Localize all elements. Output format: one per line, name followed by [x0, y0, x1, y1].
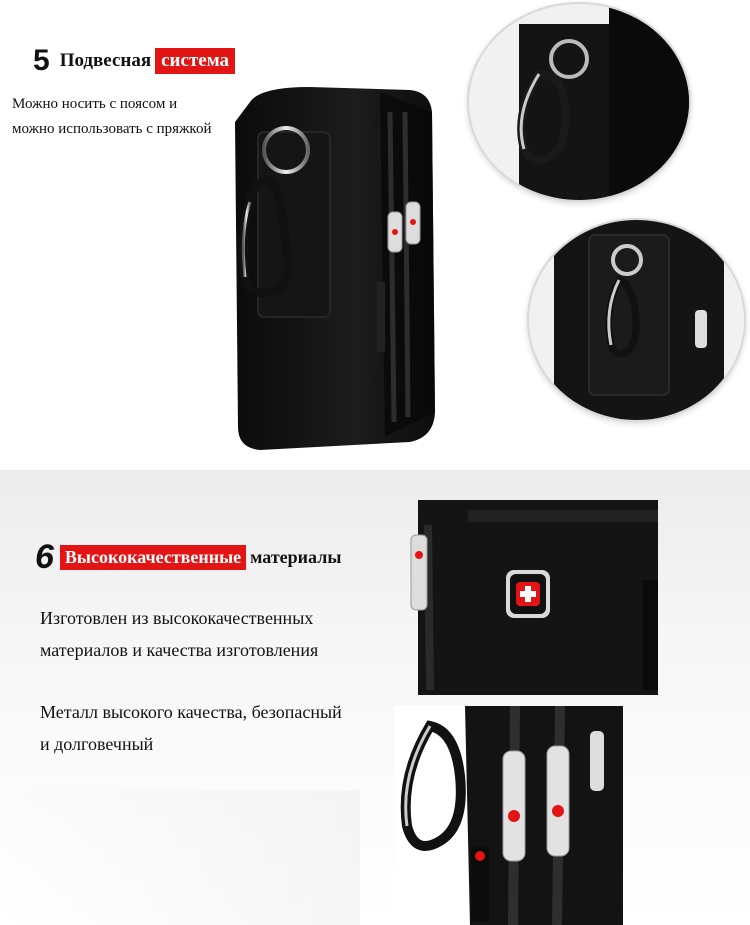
section6-title-black: материалы [250, 547, 342, 567]
section6-para2-line1: Металл высокого качества, безопасный [40, 702, 342, 722]
belt-loop-detail-photo [529, 220, 744, 420]
carabiner-detail-photo [469, 4, 689, 200]
section5-heading [33, 44, 235, 78]
section5-number: 5 [33, 44, 50, 77]
background-fade [0, 790, 360, 925]
section5-description-line1: Можно носить с поясом и [12, 96, 178, 112]
bag-main-photo [220, 82, 450, 462]
section5-description-line2: можно использовать с пряжкой [12, 121, 212, 137]
closeup-logo-photo [408, 500, 658, 695]
section6-para1-line1: Изготовлен из высококачественных [40, 608, 314, 628]
section6-para2-line2: и долговечный [40, 734, 154, 754]
section5-title-red: система [155, 48, 235, 74]
closeup-zipper-photo [395, 706, 623, 925]
section6-heading [35, 538, 341, 577]
section6-paragraph-materials [40, 602, 400, 666]
section6-number: 6 [35, 538, 54, 576]
section6-paragraph-metal [40, 696, 400, 760]
detail-circle-carabiner [467, 2, 691, 202]
section6-para1-line2: материалов и качества изготовления [40, 640, 319, 660]
section6-title-red: Высококачественные [60, 545, 246, 570]
section5-description [12, 92, 242, 142]
detail-circle-belt-loop [527, 218, 746, 422]
section5-title-black: Подвесная [59, 50, 152, 71]
